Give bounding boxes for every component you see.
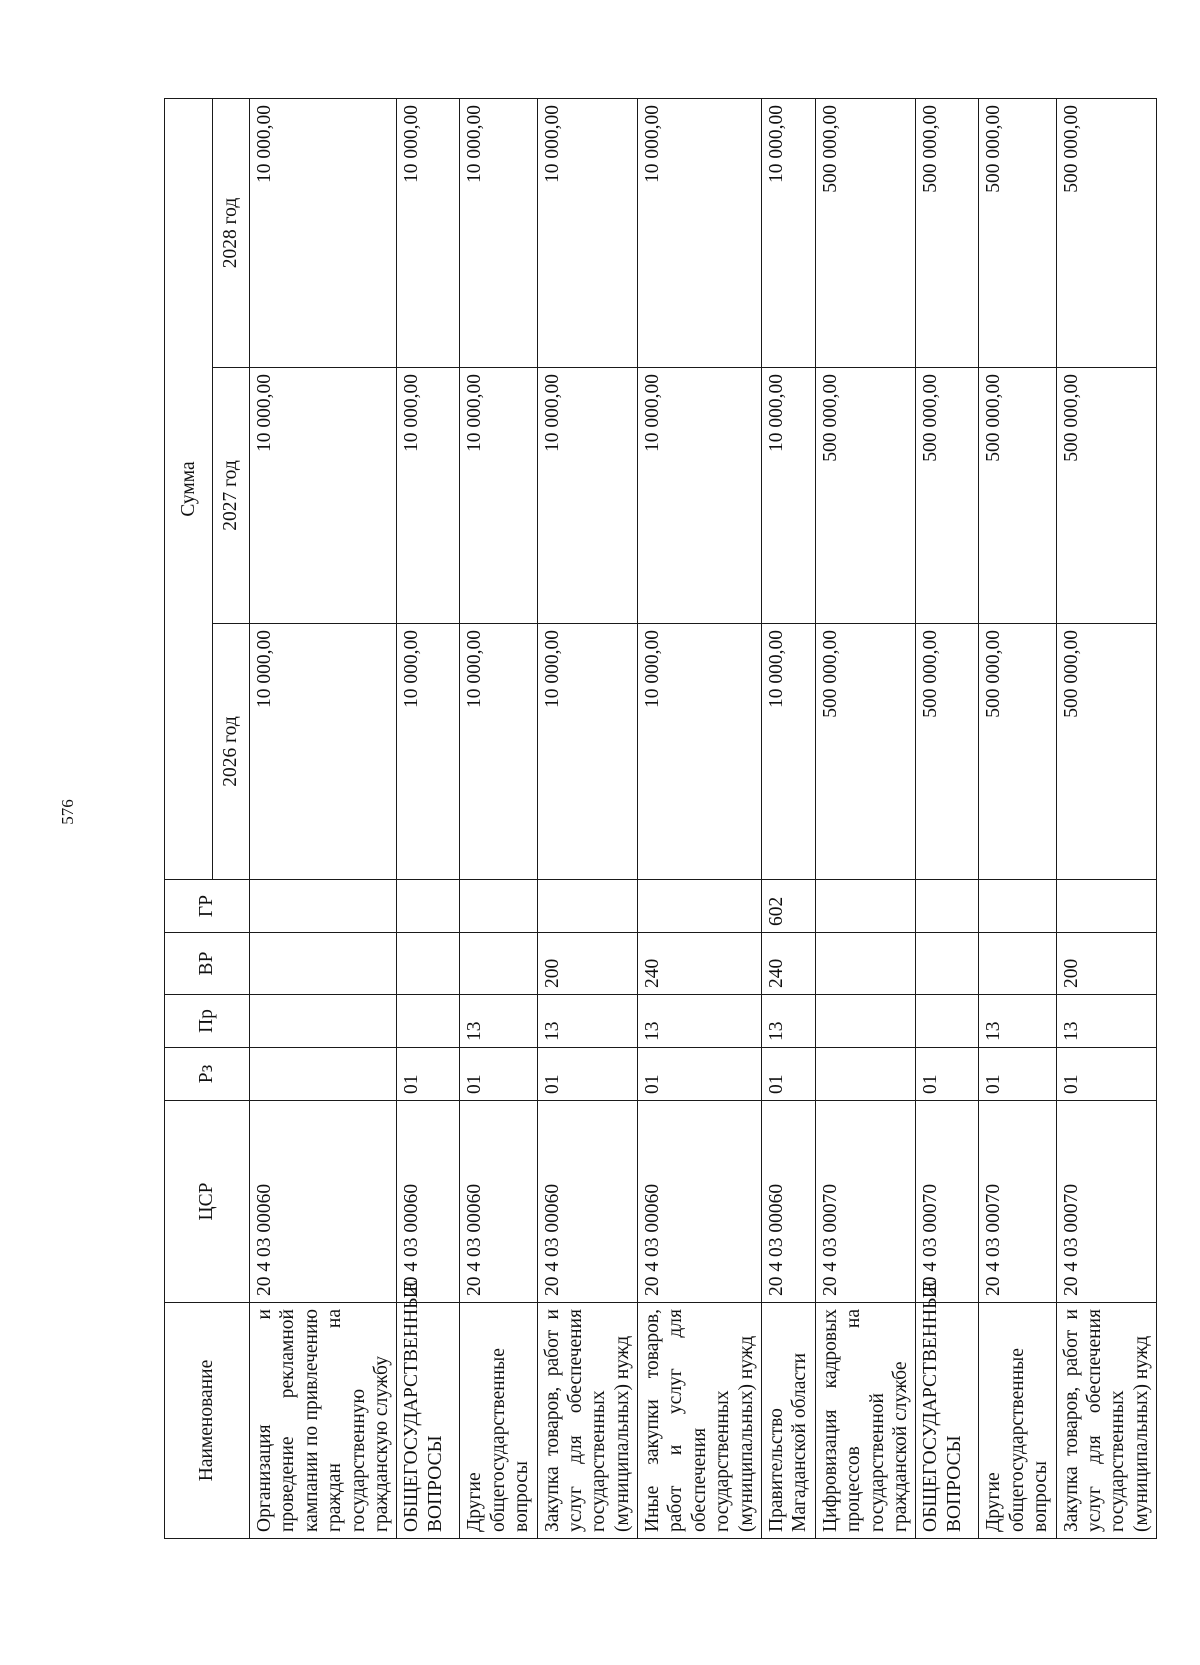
row-csr: 20 4 03 00070: [916, 1101, 979, 1303]
row-pr: [397, 995, 460, 1048]
row-vr: 240: [762, 933, 816, 995]
row-name: Закупка товаров, работ и услуг для обеспечения государственных (муниципальных) нужд: [537, 1303, 638, 1539]
row-name: ОБЩЕГОСУДАРСТВЕННЫЕ ВОПРОСЫ: [916, 1303, 979, 1539]
row-sum-2027: 10 000,00: [250, 368, 397, 624]
row-gr: [815, 880, 916, 933]
row-gr: [916, 880, 979, 933]
row-vr: [460, 933, 537, 995]
row-sum-2026: 10 000,00: [762, 624, 816, 880]
row-pr: 13: [638, 995, 762, 1048]
row-rz: 01: [638, 1048, 762, 1101]
table-row: [916, 98, 979, 1538]
row-name: Другие общегосударственные вопросы: [460, 1303, 537, 1539]
row-sum-2026: 500 000,00: [815, 624, 916, 880]
row-rz: 01: [916, 1048, 979, 1101]
row-csr: 20 4 03 00060: [397, 1101, 460, 1303]
table-body: [250, 98, 1157, 1538]
row-sum-2026: 500 000,00: [916, 624, 979, 880]
row-sum-2028: 10 000,00: [537, 98, 638, 367]
row-sum-2027: 500 000,00: [916, 368, 979, 624]
header-name: Наименование: [165, 1303, 250, 1539]
row-csr: 20 4 03 00060: [537, 1101, 638, 1303]
row-sum-2028: 10 000,00: [250, 98, 397, 367]
row-rz: 01: [397, 1048, 460, 1101]
row-gr: [1056, 880, 1157, 933]
table-row: [397, 98, 460, 1538]
row-csr: 20 4 03 00070: [979, 1101, 1056, 1303]
row-rz: [250, 1048, 397, 1101]
row-pr: 13: [762, 995, 816, 1048]
row-sum-2028: 500 000,00: [916, 98, 979, 367]
row-sum-2026: 10 000,00: [397, 624, 460, 880]
row-pr: 13: [460, 995, 537, 1048]
row-sum-2027: 10 000,00: [537, 368, 638, 624]
row-sum-2026: 10 000,00: [638, 624, 762, 880]
row-sum-2026: 10 000,00: [537, 624, 638, 880]
row-csr: 20 4 03 00060: [762, 1101, 816, 1303]
row-rz: [815, 1048, 916, 1101]
row-vr: [979, 933, 1056, 995]
row-rz: 01: [1056, 1048, 1157, 1101]
row-sum-2028: 10 000,00: [762, 98, 816, 367]
header-year-2027: 2027 год: [213, 368, 250, 624]
table-row: [638, 98, 762, 1538]
row-rz: 01: [460, 1048, 537, 1101]
page-number: 576: [58, 799, 77, 825]
row-gr: [460, 880, 537, 933]
row-name: ОБЩЕГОСУДАРСТВЕННЫЕ ВОПРОСЫ: [397, 1303, 460, 1539]
table-row: [1056, 98, 1157, 1538]
row-rz: 01: [762, 1048, 816, 1101]
row-pr: [916, 995, 979, 1048]
row-sum-2026: 10 000,00: [250, 624, 397, 880]
row-sum-2027: 500 000,00: [815, 368, 916, 624]
row-pr: [815, 995, 916, 1048]
row-sum-2026: 500 000,00: [1056, 624, 1157, 880]
row-pr: 13: [537, 995, 638, 1048]
row-sum-2027: 500 000,00: [979, 368, 1056, 624]
row-gr: [250, 880, 397, 933]
row-name: Иные закупки товаров, работ и услуг для обеспечения государственных (муниципальных) нужд: [638, 1303, 762, 1539]
header-rz: Рз: [165, 1048, 250, 1101]
row-sum-2027: 500 000,00: [1056, 368, 1157, 624]
header-csr: ЦСР: [165, 1101, 250, 1303]
row-csr: 20 4 03 00070: [1056, 1101, 1157, 1303]
table-row: [815, 98, 916, 1538]
budget-table: [164, 98, 1157, 1539]
header-year-2028: 2028 год: [213, 98, 250, 367]
row-csr: 20 4 03 00060: [460, 1101, 537, 1303]
row-sum-2027: 10 000,00: [397, 368, 460, 624]
table-row: [537, 98, 638, 1538]
header-pr: Пр: [165, 995, 250, 1048]
row-csr: 20 4 03 00060: [638, 1101, 762, 1303]
row-vr: [250, 933, 397, 995]
row-sum-2027: 10 000,00: [460, 368, 537, 624]
row-name: Организация и проведение рекламной кампании по привлечению граждан на государственную гражданскую службу: [250, 1303, 397, 1539]
row-sum-2028: 500 000,00: [815, 98, 916, 367]
header-row-top: [165, 98, 213, 1538]
row-name: Другие общегосударственные вопросы: [979, 1303, 1056, 1539]
row-gr: 602: [762, 880, 816, 933]
header-year-2026: 2026 год: [213, 624, 250, 880]
row-vr: [916, 933, 979, 995]
row-vr: 240: [638, 933, 762, 995]
header-sum: Сумма: [165, 98, 213, 879]
row-pr: 13: [979, 995, 1056, 1048]
table-row: [979, 98, 1056, 1538]
row-rz: 01: [979, 1048, 1056, 1101]
row-sum-2028: 500 000,00: [1056, 98, 1157, 367]
row-sum-2028: 10 000,00: [397, 98, 460, 367]
row-gr: [537, 880, 638, 933]
header-gr: ГР: [165, 880, 250, 933]
table-row: [762, 98, 816, 1538]
row-sum-2028: 10 000,00: [460, 98, 537, 367]
row-name: Закупка товаров, работ и услуг для обеспечения государственных (муниципальных) нужд: [1056, 1303, 1157, 1539]
row-csr: 20 4 03 00070: [815, 1101, 916, 1303]
row-csr: 20 4 03 00060: [250, 1101, 397, 1303]
row-sum-2026: 10 000,00: [460, 624, 537, 880]
row-pr: [250, 995, 397, 1048]
row-sum-2028: 10 000,00: [638, 98, 762, 367]
row-gr: [397, 880, 460, 933]
table-row: [460, 98, 537, 1538]
row-sum-2027: 10 000,00: [762, 368, 816, 624]
row-sum-2027: 10 000,00: [638, 368, 762, 624]
rotated-table-container: [164, 99, 1152, 1539]
table-row: [250, 98, 397, 1538]
row-name: Правительство Магаданской области: [762, 1303, 816, 1539]
row-name: Цифровизация кадровых процессов на государственной гражданской службе: [815, 1303, 916, 1539]
row-sum-2026: 500 000,00: [979, 624, 1056, 880]
row-vr: [815, 933, 916, 995]
row-vr: 200: [1056, 933, 1157, 995]
row-gr: [638, 880, 762, 933]
header-vr: ВР: [165, 933, 250, 995]
row-pr: 13: [1056, 995, 1157, 1048]
row-vr: 200: [537, 933, 638, 995]
row-gr: [979, 880, 1056, 933]
row-rz: 01: [537, 1048, 638, 1101]
row-sum-2028: 500 000,00: [979, 98, 1056, 367]
row-vr: [397, 933, 460, 995]
